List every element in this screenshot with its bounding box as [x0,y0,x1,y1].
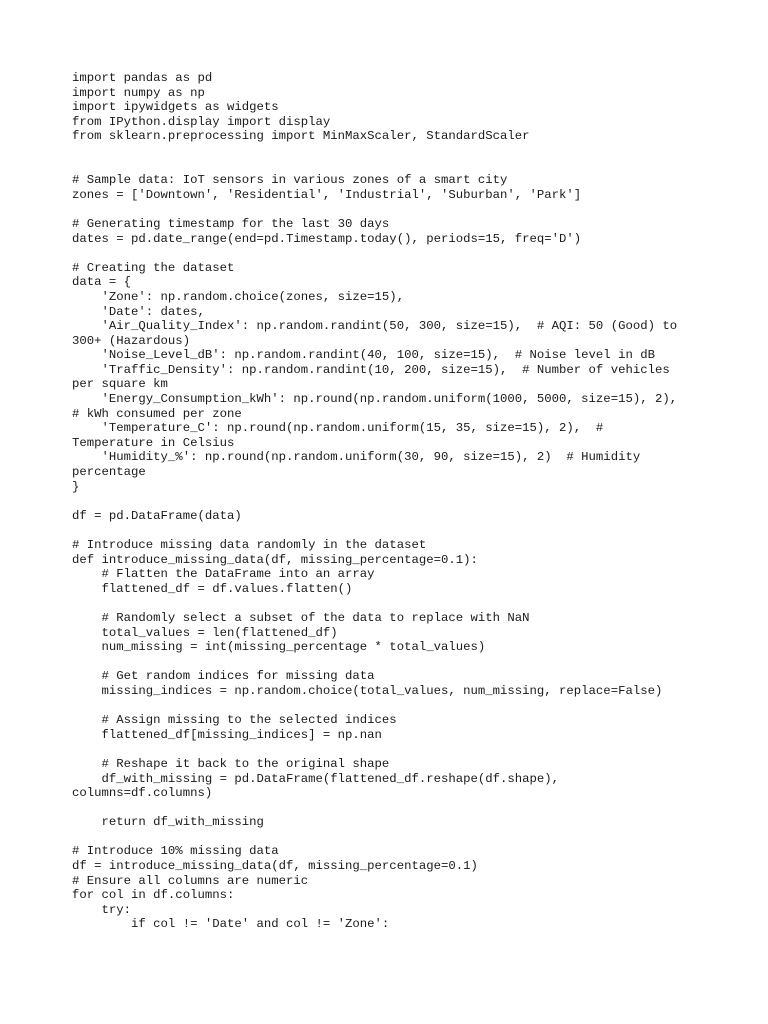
code-line: for col in df.columns: [72,888,235,903]
code-line: # kWh consumed per zone [72,406,242,421]
code-line: per square km [72,377,168,392]
code-line: # Reshape it back to the original shape [72,756,390,771]
code-line [72,699,702,714]
code-line [72,801,702,816]
code-line: import numpy as np [72,85,205,100]
code-line: df = introduce_missing_data(df, missing_percentage=0.1) [72,859,478,874]
code-line: 'Energy_Consumption_kWh': np.round(np.random.uniform(1000, 5000, size=15), 2), [72,392,678,407]
code-line: num_missing = int(missing_percentage * total_values) [72,640,486,655]
code-line [72,246,702,261]
code-line [72,202,702,217]
code-line: percentage [72,465,146,480]
code-line: 300+ (Hazardous) [72,333,191,348]
code-line: import ipywidgets as widgets [72,100,279,115]
code-line [72,830,702,845]
code-line [72,523,702,538]
code-line: missing_indices = np.random.choice(total_values, num_missing, replace=False) [72,683,663,698]
code-line [72,655,702,670]
code-line: # Get random indices for missing data [72,669,375,684]
code-line: # Creating the dataset [72,260,235,275]
code-line: dates = pd.date_range(end=pd.Timestamp.today(), periods=15, freq='D') [72,231,582,246]
code-line: 'Zone': np.random.choice(zones, size=15), [72,289,405,304]
code-block [72,71,702,932]
code-line: df_with_missing = pd.DataFrame(flattened_df.reshape(df.shape), [72,771,560,786]
code-line [72,144,702,159]
code-line: 'Air_Quality_Index': np.random.randint(50, 300, size=15), # AQI: 50 (Good) to [72,319,678,334]
code-line: total_values = len(flattened_df) [72,625,338,640]
code-line: # Introduce 10% missing data [72,844,279,859]
code-line: return df_with_missing [72,815,264,830]
code-line: 'Traffic_Density': np.random.randint(10, 200, size=15), # Number of vehicles [72,362,670,377]
code-line: flattened_df[missing_indices] = np.nan [72,727,382,742]
code-line: 'Date': dates, [72,304,205,319]
code-line [72,494,702,509]
code-line: data = { [72,275,132,290]
code-line: flattened_df = df.values.flatten() [72,581,353,596]
code-line: # Flatten the DataFrame into an array [72,567,375,582]
code-line: zones = ['Downtown', 'Residential', 'Industrial', 'Suburban', 'Park'] [72,187,582,202]
code-line: # Ensure all columns are numeric [72,873,309,888]
code-line: # Generating timestamp for the last 30 days [72,216,390,231]
code-line [72,596,702,611]
code-line [72,159,702,174]
code-line: Temperature in Celsius [72,435,235,450]
code-line: if col != 'Date' and col != 'Zone': [72,917,390,932]
code-line [72,742,702,757]
code-line: # Assign missing to the selected indices [72,713,397,728]
code-line: try: [72,902,132,917]
code-line: columns=df.columns) [72,786,213,801]
code-line: # Sample data: IoT sensors in various zones of a smart city [72,173,508,188]
code-line: from sklearn.preprocessing import MinMaxScaler, StandardScaler [72,129,530,144]
code-line: 'Humidity_%': np.round(np.random.uniform(30, 90, size=15), 2) # Humidity [72,450,641,465]
code-line: import pandas as pd [72,71,213,85]
code-line: 'Temperature_C': np.round(np.random.uniform(15, 35, size=15), 2), # [72,421,604,436]
code-line: def introduce_missing_data(df, missing_percentage=0.1): [72,552,478,567]
code-line: df = pd.DataFrame(data) [72,508,242,523]
code-line: from IPython.display import display [72,114,331,129]
code-line: # Introduce missing data randomly in the dataset [72,538,427,552]
code-line: 'Noise_Level_dB': np.random.randint(40, 100, size=15), # Noise level in dB [72,348,655,363]
code-line: # Randomly select a subset of the data to replace with NaN [72,610,530,625]
code-line: } [72,479,80,494]
